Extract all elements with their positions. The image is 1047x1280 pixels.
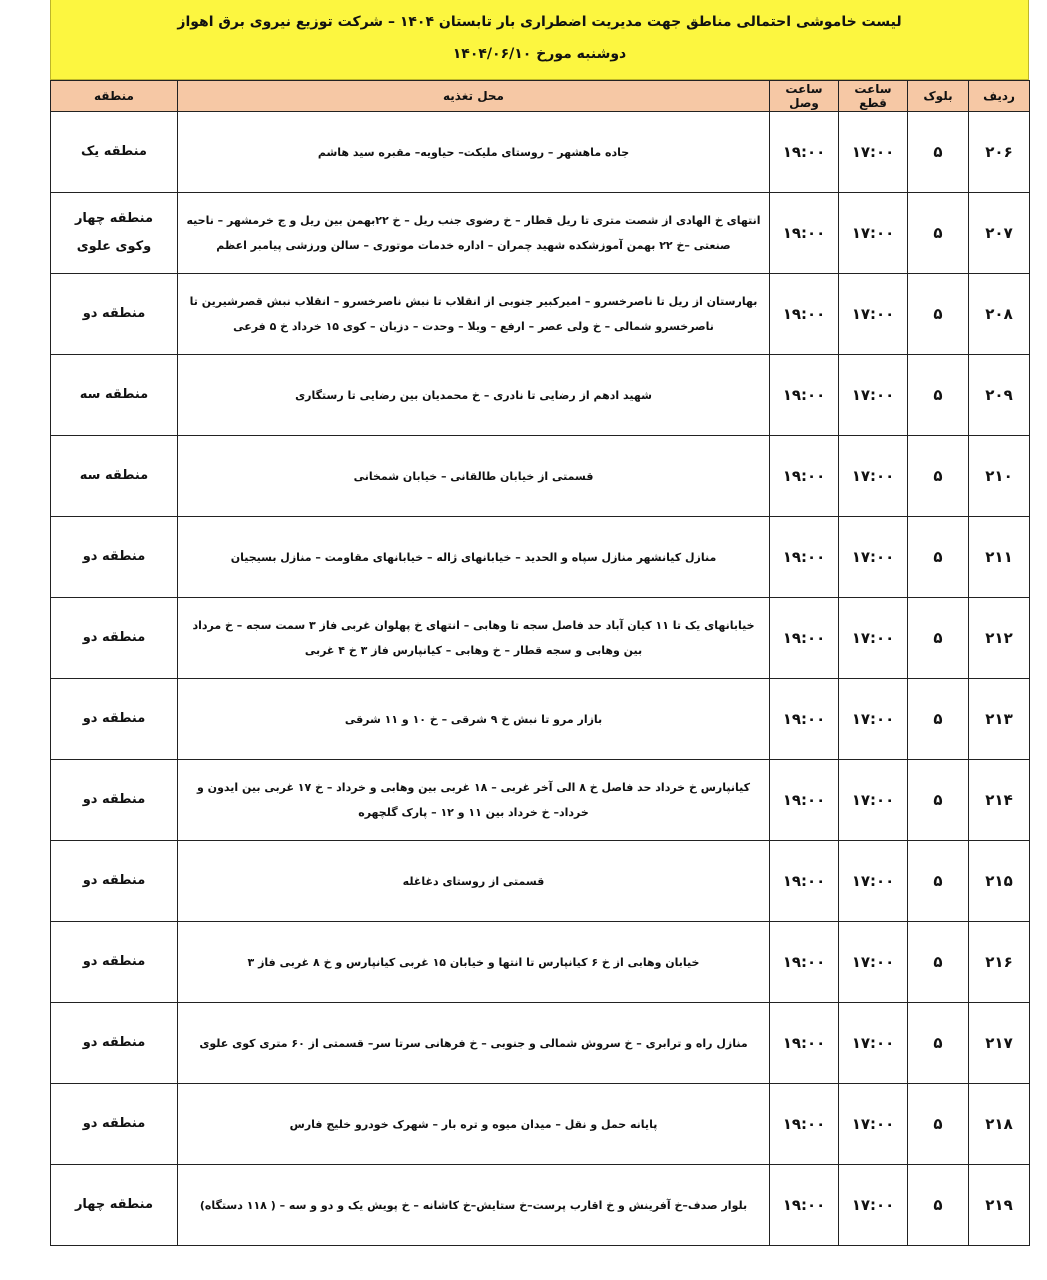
cell-cut-time: ۱۷:۰۰ <box>839 517 908 598</box>
cell-location: خیابانهای یک تا ۱۱ کیان آباد حد فاصل سجه تا وهابی – انتهای خ پهلوان غربی فاز ۳ سمت سجه – خ مرداد بین وهابی و سجه قطار – خ وهابی – کیانپارس فاز ۳ خ ۴ غربی <box>178 598 770 679</box>
table-row <box>51 760 1030 841</box>
cell-location: خیابان وهابی از خ ۶ کیانپارس تا انتها و خیابان ۱۵ غربی کیانپارس و خ ۸ غربی فاز ۳ <box>178 922 770 1003</box>
cell-block: ۵ <box>908 517 969 598</box>
cell-radif: ۲۱۷ <box>969 1003 1030 1084</box>
cell-block: ۵ <box>908 922 969 1003</box>
cell-block: ۵ <box>908 1084 969 1165</box>
cell-block: ۵ <box>908 355 969 436</box>
table-header-row <box>51 81 1030 112</box>
col-header-cut-time: ساعت قطع <box>839 81 908 112</box>
cell-zone: منطقه دو <box>51 679 178 760</box>
cell-zone: منطقه چهار <box>51 1165 178 1246</box>
outage-sheet <box>50 0 1029 1246</box>
cell-location: منازل کیانشهر منازل سپاه و الحدید – خیابانهای ژاله – خیابانهای مقاومت – منازل بسیجیان <box>178 517 770 598</box>
cell-connect-time: ۱۹:۰۰ <box>770 760 839 841</box>
cell-block: ۵ <box>908 1003 969 1084</box>
cell-radif: ۲۱۴ <box>969 760 1030 841</box>
cell-radif: ۲۱۹ <box>969 1165 1030 1246</box>
date-line: دوشنبه مورخ ۱۴۰۴/۰۶/۱۰ <box>452 46 627 62</box>
cell-zone: منطقه دو <box>51 517 178 598</box>
cell-block: ۵ <box>908 679 969 760</box>
table-row <box>51 679 1030 760</box>
cell-connect-time: ۱۹:۰۰ <box>770 1084 839 1165</box>
col-header-radif: ردیف <box>969 81 1030 112</box>
cell-zone: منطقه دو <box>51 598 178 679</box>
cell-connect-time: ۱۹:۰۰ <box>770 112 839 193</box>
col-header-location: محل تغذیه <box>178 81 770 112</box>
cell-connect-time: ۱۹:۰۰ <box>770 355 839 436</box>
cell-zone: منطقه چهار وکوی علوی <box>51 193 178 274</box>
col-header-block: بلوک <box>908 81 969 112</box>
page-title: لیست خاموشی احتمالی مناطق جهت مدیریت اضطراری بار تابستان ۱۴۰۴ – شرکت توزیع نیروی برق اهواز <box>177 14 902 30</box>
table-row <box>51 193 1030 274</box>
cell-block: ۵ <box>908 598 969 679</box>
cell-zone: منطقه سه <box>51 436 178 517</box>
cell-cut-time: ۱۷:۰۰ <box>839 679 908 760</box>
cell-location: شهید ادهم از رضایی تا نادری – خ محمدیان بین رضایی تا رستگاری <box>178 355 770 436</box>
cell-zone: منطقه سه <box>51 355 178 436</box>
cell-connect-time: ۱۹:۰۰ <box>770 1165 839 1246</box>
cell-radif: ۲۱۳ <box>969 679 1030 760</box>
cell-connect-time: ۱۹:۰۰ <box>770 1003 839 1084</box>
cell-connect-time: ۱۹:۰۰ <box>770 598 839 679</box>
cell-radif: ۲۰۷ <box>969 193 1030 274</box>
col-header-connect-time: ساعت وصل <box>770 81 839 112</box>
cell-cut-time: ۱۷:۰۰ <box>839 1003 908 1084</box>
cell-zone: منطقه دو <box>51 841 178 922</box>
cell-zone: منطقه دو <box>51 1003 178 1084</box>
cell-connect-time: ۱۹:۰۰ <box>770 841 839 922</box>
cell-connect-time: ۱۹:۰۰ <box>770 517 839 598</box>
table-row <box>51 355 1030 436</box>
col-header-zone: منطقه <box>51 81 178 112</box>
cell-zone: منطقه دو <box>51 1084 178 1165</box>
cell-block: ۵ <box>908 112 969 193</box>
cell-connect-time: ۱۹:۰۰ <box>770 922 839 1003</box>
cell-location: بلوار صدف–خ آفرینش و خ اقارب پرست–خ ستایش–خ کاشانه – خ پویش یک و دو و سه – ( ۱۱۸ دستگاه) <box>178 1165 770 1246</box>
table-row <box>51 598 1030 679</box>
cell-cut-time: ۱۷:۰۰ <box>839 112 908 193</box>
cell-cut-time: ۱۷:۰۰ <box>839 841 908 922</box>
cell-radif: ۲۱۵ <box>969 841 1030 922</box>
table-row <box>51 922 1030 1003</box>
table-row <box>51 841 1030 922</box>
cell-connect-time: ۱۹:۰۰ <box>770 193 839 274</box>
cell-zone: منطقه دو <box>51 274 178 355</box>
cell-radif: ۲۱۸ <box>969 1084 1030 1165</box>
cell-cut-time: ۱۷:۰۰ <box>839 598 908 679</box>
cell-location: بهارستان از ریل تا ناصرخسرو – امیرکبیر جنوبی از انقلاب تا نبش ناصرخسرو – انقلاب نبش قصرشیرین تا ناصرخسرو شمالی – خ ولی عصر – ارفع – ویلا – وحدت – دزبان – کوی ۱۵ خرداد خ ۵ فرعی <box>178 274 770 355</box>
cell-location: پایانه حمل و نقل – میدان میوه و تره بار – شهرک خودرو خلیج فارس <box>178 1084 770 1165</box>
cell-location: انتهای خ الهادی از شصت متری تا ریل قطار – خ رضوی جنب ریل – خ ۲۲بهمن بین ریل و ج خرمشهر – ناحیه صنعتی –خ ۲۲ بهمن آموزشکده شهید چمران – اداره خدمات موتوری – سالن ورزشی پیامبر اعظم <box>178 193 770 274</box>
cell-cut-time: ۱۷:۰۰ <box>839 1165 908 1246</box>
cell-location: منازل راه و ترابری – خ سروش شمالی و جنوبی – خ فرهانی سرتا سر– قسمتی از ۶۰ متری کوی علوی <box>178 1003 770 1084</box>
cell-cut-time: ۱۷:۰۰ <box>839 1084 908 1165</box>
cell-cut-time: ۱۷:۰۰ <box>839 436 908 517</box>
table-row <box>51 1003 1030 1084</box>
cell-location: کیانپارس خ خرداد حد فاصل خ ۸ الی آخر غربی – ۱۸ غربی بین وهابی و خرداد – خ ۱۷ غربی بین ایدون و خرداد– خ خرداد بین ۱۱ و ۱۲ – پارک گلچهره <box>178 760 770 841</box>
cell-cut-time: ۱۷:۰۰ <box>839 193 908 274</box>
cell-location: قسمتی از خیابان طالقانی – خیابان شمخانی <box>178 436 770 517</box>
title-banner <box>50 0 1029 80</box>
table-row <box>51 112 1030 193</box>
cell-connect-time: ۱۹:۰۰ <box>770 679 839 760</box>
cell-location: جاده ماهشهر – روستای ملیکت– حیاویه– مقبره سید هاشم <box>178 112 770 193</box>
table-row <box>51 436 1030 517</box>
cell-location: قسمتی از روستای دغاغله <box>178 841 770 922</box>
cell-block: ۵ <box>908 1165 969 1246</box>
cell-block: ۵ <box>908 760 969 841</box>
table-row <box>51 517 1030 598</box>
cell-zone: منطقه دو <box>51 922 178 1003</box>
cell-cut-time: ۱۷:۰۰ <box>839 922 908 1003</box>
cell-radif: ۲۱۶ <box>969 922 1030 1003</box>
cell-zone: منطقه دو <box>51 760 178 841</box>
cell-connect-time: ۱۹:۰۰ <box>770 436 839 517</box>
cell-location: بازار مرو تا نبش خ ۹ شرقی – خ ۱۰ و ۱۱ شرقی <box>178 679 770 760</box>
cell-radif: ۲۰۶ <box>969 112 1030 193</box>
cell-block: ۵ <box>908 193 969 274</box>
cell-zone: منطقه یک <box>51 112 178 193</box>
outage-table <box>50 80 1030 1246</box>
cell-radif: ۲۱۲ <box>969 598 1030 679</box>
cell-connect-time: ۱۹:۰۰ <box>770 274 839 355</box>
cell-radif: ۲۱۰ <box>969 436 1030 517</box>
cell-block: ۵ <box>908 274 969 355</box>
cell-cut-time: ۱۷:۰۰ <box>839 760 908 841</box>
cell-block: ۵ <box>908 436 969 517</box>
cell-cut-time: ۱۷:۰۰ <box>839 355 908 436</box>
cell-radif: ۲۰۹ <box>969 355 1030 436</box>
cell-radif: ۲۱۱ <box>969 517 1030 598</box>
cell-cut-time: ۱۷:۰۰ <box>839 274 908 355</box>
cell-radif: ۲۰۸ <box>969 274 1030 355</box>
table-row <box>51 1084 1030 1165</box>
cell-block: ۵ <box>908 841 969 922</box>
table-row <box>51 1165 1030 1246</box>
table-row <box>51 274 1030 355</box>
